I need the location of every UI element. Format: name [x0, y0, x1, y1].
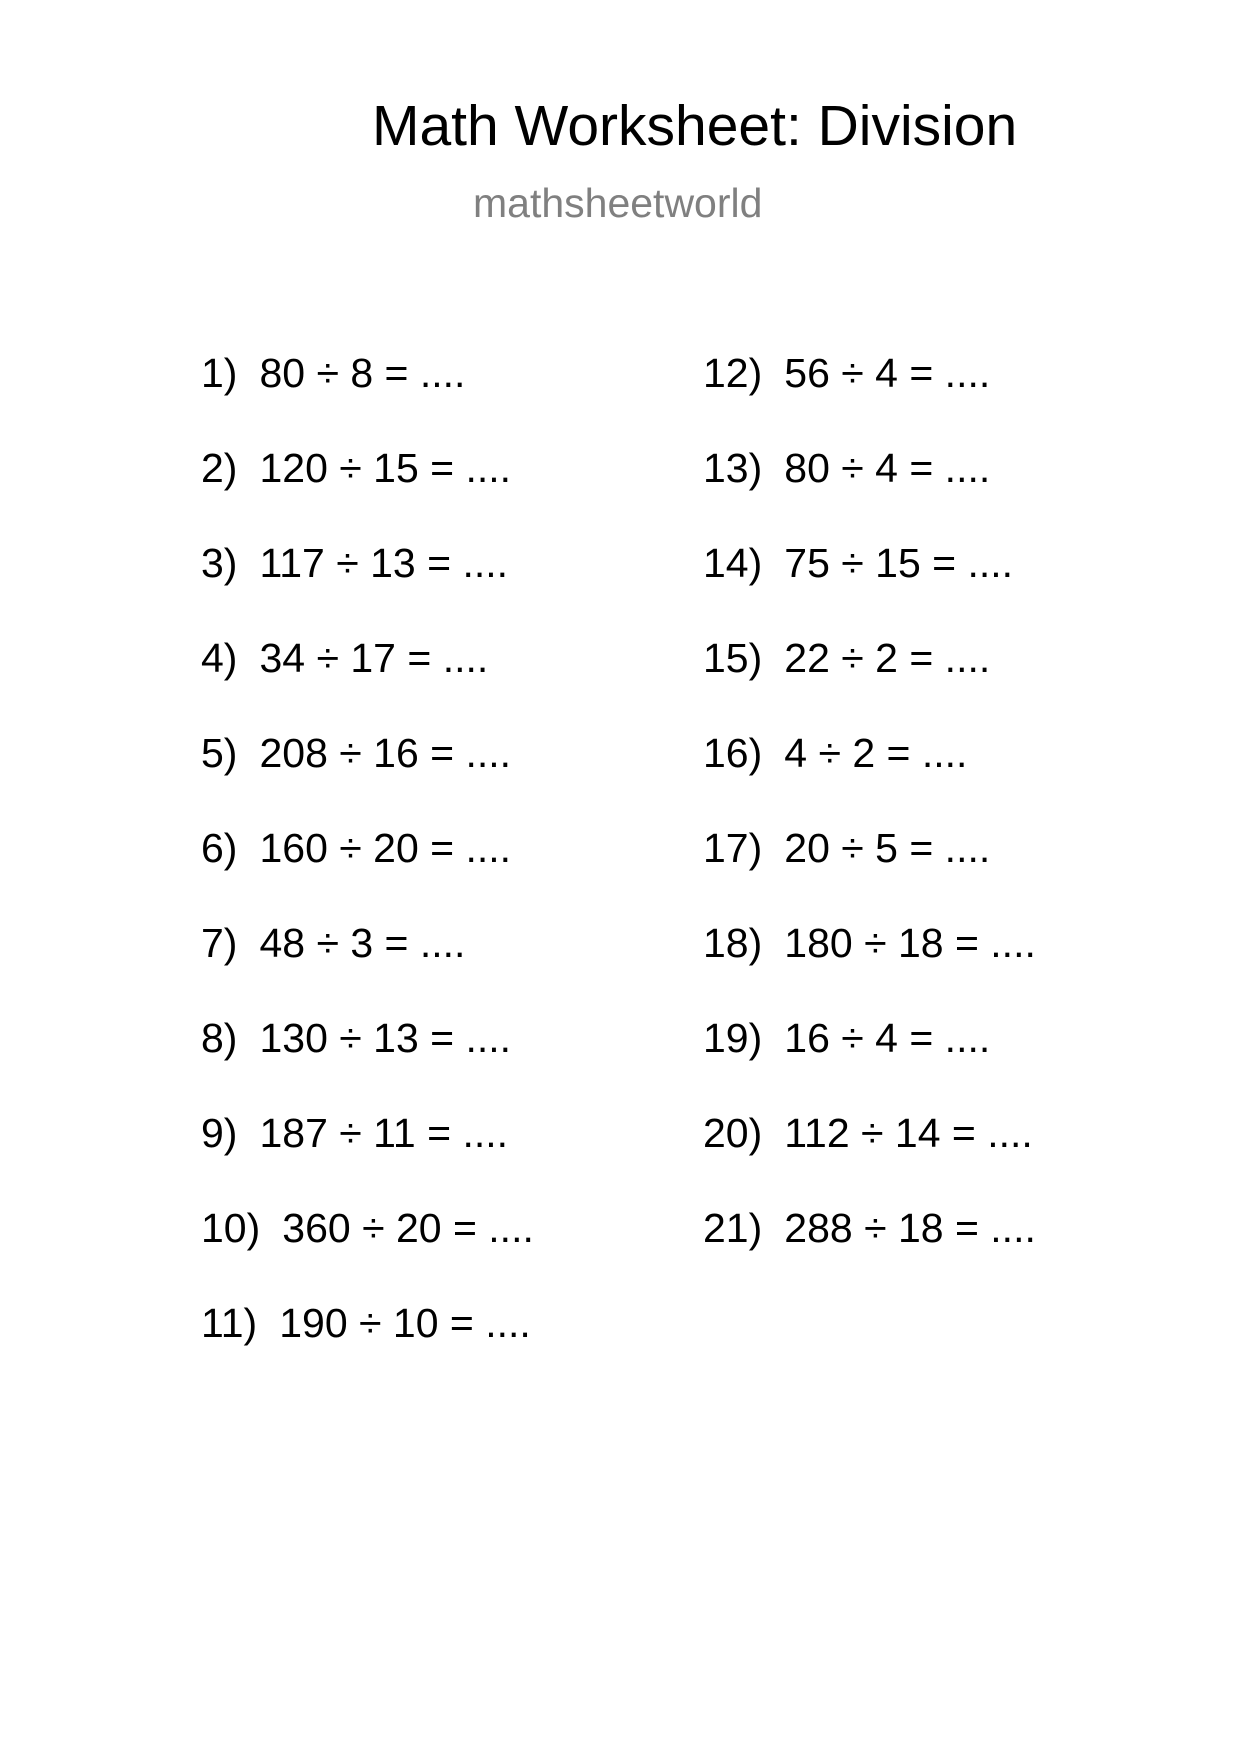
problem-item — [703, 350, 1036, 448]
problem-expression: 180 ÷ 18 = .... — [784, 920, 1036, 966]
problem-item — [703, 825, 1036, 923]
problem-item — [703, 635, 1036, 733]
problem-number: 2) — [201, 445, 238, 491]
problem-number: 19) — [703, 1015, 763, 1061]
problem-expression: 208 ÷ 16 = .... — [259, 730, 512, 776]
problem-item — [201, 1110, 534, 1208]
problem-number: 4) — [201, 635, 238, 681]
problem-item — [703, 540, 1036, 638]
problem-number: 5) — [201, 730, 238, 776]
problem-number: 17) — [703, 825, 763, 871]
problem-item — [703, 730, 1036, 828]
problem-expression: 130 ÷ 13 = .... — [259, 1015, 512, 1061]
problem-expression: 160 ÷ 20 = .... — [259, 825, 512, 871]
problem-number: 21) — [703, 1205, 763, 1251]
problem-expression: 80 ÷ 8 = .... — [259, 350, 466, 396]
problem-item — [201, 825, 534, 923]
problem-number: 12) — [703, 350, 763, 396]
problem-expression: 288 ÷ 18 = .... — [784, 1205, 1036, 1251]
problem-expression: 48 ÷ 3 = .... — [259, 920, 466, 966]
problem-expression: 20 ÷ 5 = .... — [784, 825, 991, 871]
problem-column-left — [201, 350, 534, 1398]
problem-item — [201, 445, 534, 543]
problem-item — [703, 1205, 1036, 1303]
problem-number: 13) — [703, 445, 763, 491]
problem-item — [201, 350, 534, 448]
problem-number: 16) — [703, 730, 763, 776]
problem-number: 18) — [703, 920, 763, 966]
problem-number: 10) — [201, 1205, 261, 1251]
problem-item — [703, 1015, 1036, 1113]
problem-number: 6) — [201, 825, 238, 871]
problem-number: 3) — [201, 540, 238, 586]
problem-number: 14) — [703, 540, 763, 586]
problem-item — [703, 920, 1036, 1018]
problem-expression: 360 ÷ 20 = .... — [282, 1205, 534, 1251]
problem-expression: 190 ÷ 10 = .... — [279, 1300, 531, 1346]
problem-expression: 75 ÷ 15 = .... — [784, 540, 1014, 586]
problem-column-right — [703, 350, 1036, 1303]
problem-number: 15) — [703, 635, 763, 681]
problem-item — [201, 730, 534, 828]
worksheet-subtitle: mathsheetworld — [473, 180, 763, 226]
problem-expression: 16 ÷ 4 = .... — [784, 1015, 991, 1061]
problem-number: 20) — [703, 1110, 763, 1156]
problem-item — [703, 1110, 1036, 1208]
problem-item — [201, 635, 534, 733]
problem-expression: 80 ÷ 4 = .... — [784, 445, 991, 491]
problem-item — [201, 1205, 534, 1303]
problem-item — [201, 1015, 534, 1113]
worksheet-title: Math Worksheet: Division — [372, 94, 1018, 158]
problem-expression: 112 ÷ 14 = .... — [784, 1110, 1033, 1156]
problem-number: 11) — [201, 1300, 258, 1346]
problem-item — [703, 445, 1036, 543]
problem-item — [201, 920, 534, 1018]
problem-number: 1) — [201, 350, 238, 396]
problem-expression: 34 ÷ 17 = .... — [259, 635, 489, 681]
problem-expression: 117 ÷ 13 = .... — [259, 540, 509, 586]
problem-expression: 22 ÷ 2 = .... — [784, 635, 991, 681]
problem-expression: 187 ÷ 11 = .... — [259, 1110, 509, 1156]
problem-number: 9) — [201, 1110, 238, 1156]
problem-expression: 56 ÷ 4 = .... — [784, 350, 991, 396]
problem-item — [201, 540, 534, 638]
problem-expression: 4 ÷ 2 = .... — [784, 730, 968, 776]
problem-number: 7) — [201, 920, 238, 966]
problem-number: 8) — [201, 1015, 238, 1061]
problem-expression: 120 ÷ 15 = .... — [259, 445, 512, 491]
problem-item — [201, 1300, 534, 1398]
